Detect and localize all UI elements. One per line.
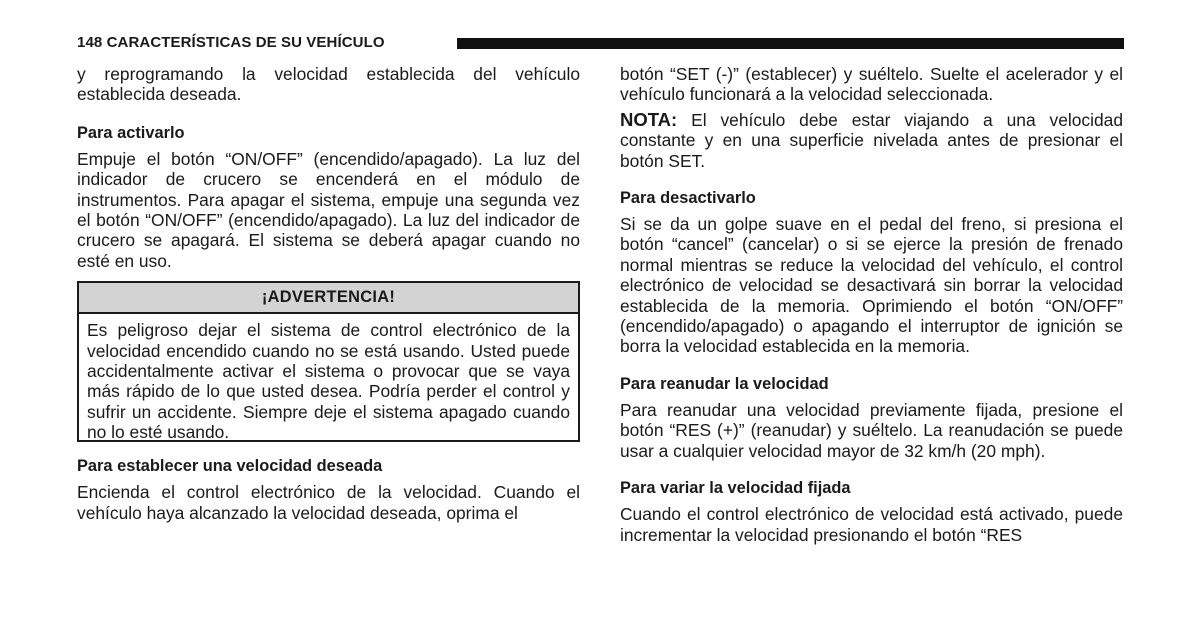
warning-box [77, 281, 580, 442]
header-rule [457, 38, 1124, 49]
right-column [620, 64, 1123, 545]
note-text: El vehículo debe estar viajando a una velocidad constante y en una superficie nivelada antes de presionar el botón SET. [620, 109, 1123, 171]
resume-heading: Para reanudar la velocidad [620, 374, 829, 393]
note-label: NOTA: [620, 108, 678, 130]
page-header [77, 33, 1124, 53]
page-title: 148 CARACTERÍSTICAS DE SU VEHÍCULO [77, 34, 385, 51]
resume-paragraph: Para reanudar una velocidad previamente fijada, presione el botón “RES (+)” (reanudar) y suéltelo. La reanudación se puede usar a cualquier velocidad mayor de 32 km/h (20 mph). [620, 399, 1123, 461]
warning-title: ¡ADVERTENCIA! [79, 283, 578, 314]
set-speed-heading: Para establecer una velocidad deseada [77, 457, 383, 476]
warning-paragraph: Es peligroso dejar el sistema de control electrónico de la velocidad encendido cuando no se está usando. Usted puede accidentalmente activar el sistema o provocar que se vaya más rápido de lo que usted desea. Podría perder el control y sufrir un accidente. Siempre deje el sistema apagado cuando no lo esté usando. [87, 320, 570, 443]
set-speed-continued: botón “SET (-)” (establecer) y suéltelo. Suelte el acelerador y el vehículo funcionará a la velocidad seleccionada. [620, 64, 1123, 105]
set-speed-paragraph: Encienda el control electrónico de la velocidad. Cuando el vehículo haya alcanzado la velocidad deseada, oprima el [77, 482, 580, 523]
note-paragraph [620, 110, 1123, 171]
deactivate-heading: Para desactivarlo [620, 189, 756, 208]
left-column [77, 64, 580, 523]
warning-body [79, 314, 578, 443]
activate-heading: Para activarlo [77, 123, 185, 142]
deactivate-paragraph: Si se da un golpe suave en el pedal del freno, si presiona el botón “cancel” (cancelar) o si se ejerce la presión de frenado normal mientras se reduce la velocidad del vehículo, el control electrónico de velocidad se desactivará sin borrar la velocidad establecida de la memoria. Oprimiendo el botón “ON/OFF” (encendido/apagado) o apagando el interruptor de ignición se borra la velocidad establecida en la memoria. [620, 214, 1123, 357]
vary-speed-paragraph: Cuando el control electrónico de velocidad está activado, puede incrementar la velocidad presionando el botón “RES [620, 504, 1123, 545]
intro-paragraph: y reprogramando la velocidad establecida del vehículo establecida deseada. [77, 64, 580, 105]
activate-paragraph: Empuje el botón “ON/OFF” (encendido/apagado). La luz del indicador de crucero se encenderá en el módulo de instrumentos. Para apagar el sistema, empuje una segunda vez el botón “ON/OFF” (encendido/apagado). La luz del indicador de crucero se apagará. El sistema se deberá apagar cuando no esté en uso. [77, 148, 580, 271]
vary-speed-heading: Para variar la velocidad fijada [620, 479, 851, 498]
